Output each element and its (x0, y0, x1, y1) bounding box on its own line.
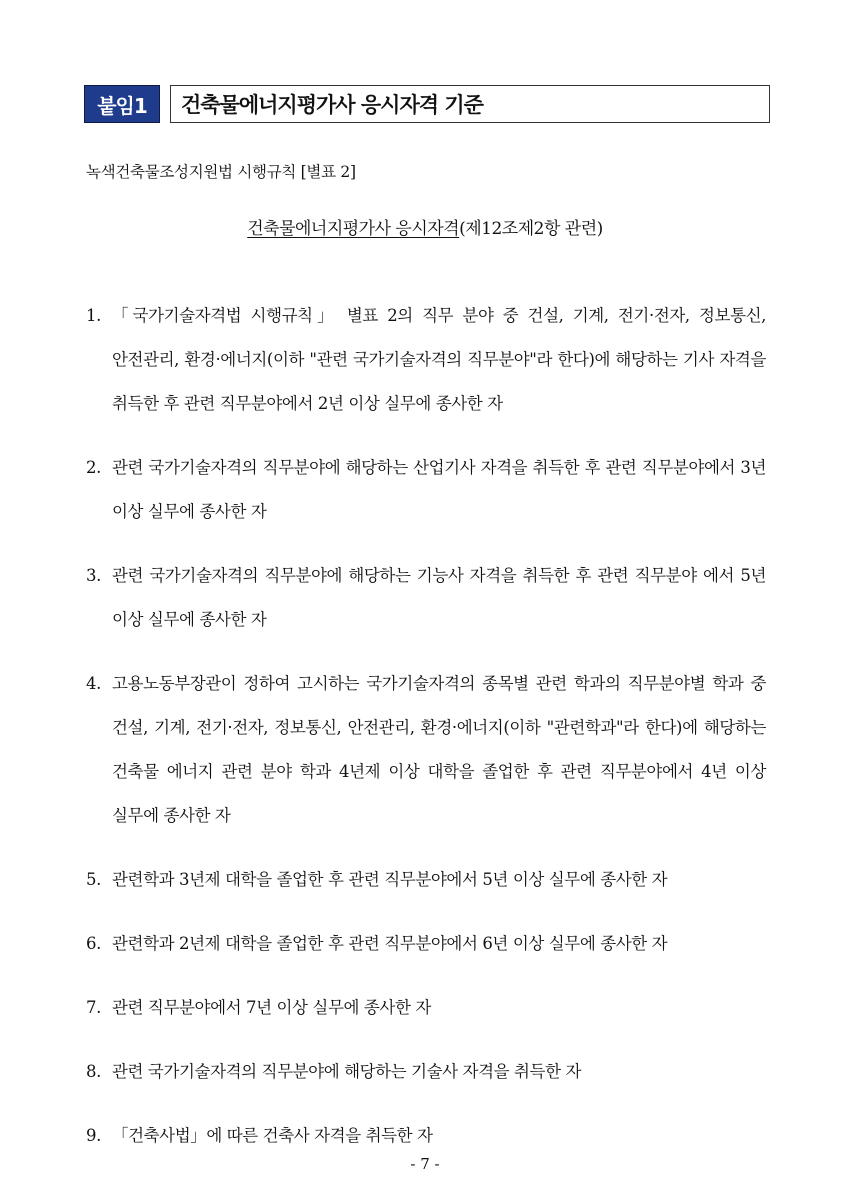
item-text: 관련학과 2년제 대학을 졸업한 후 관련 직무분야에서 6년 이상 실무에 종사한 자 (112, 934, 668, 953)
item-text: 「건축사법」에 따른 건축사 자격을 취득한 자 (112, 1126, 433, 1145)
item-text: 관련 국가기술자격의 직무분야에 해당하는 기술사 자격을 취득한 자 (112, 1062, 582, 1081)
qualification-list (86, 294, 766, 1178)
document-title-suffix: (제12조제2항 관련) (459, 219, 603, 239)
list-item (86, 922, 766, 966)
item-text: 고용노동부장관이 정하여 고시하는 국가기술자격의 종목별 관련 학과의 직무분야별 학과 중 건설, 기계, 전기·전자, 정보통신, 안전관리, 환경·에너지(이하 "관련학과"라 한다)에 해당하는 건축물 에너지 관련 분야 학과 4년제 이상 대학을 졸업한 후 관련 직무분야에서 4년 이상 실무에 종사한 자 (112, 674, 766, 825)
item-number: 2. (86, 458, 101, 477)
item-text: 관련 직무분야에서 7년 이상 실무에 종사한 자 (112, 998, 431, 1017)
list-item (86, 446, 766, 534)
attachment-tag: 붙임1 (84, 85, 160, 123)
list-item (86, 858, 766, 902)
item-number: 9. (86, 1126, 101, 1145)
item-number: 4. (86, 674, 101, 693)
item-number: 6. (86, 934, 101, 953)
document-header (84, 84, 770, 124)
item-text: 관련 국가기술자격의 직무분야에 해당하는 산업기사 자격을 취득한 후 관련 직무분야에서 3년 이상 실무에 종사한 자 (112, 458, 766, 521)
list-item (86, 1114, 766, 1158)
item-number: 8. (86, 1062, 101, 1081)
header-title: 건축물에너지평가사 응시자격 기준 (170, 85, 770, 123)
law-reference: 녹색건축물조성지원법 시행규칙 [별표 2] (86, 163, 356, 181)
item-text: 「국가기술자격법 시행규칙」 별표 2의 직무 분야 중 건설, 기계, 전기·전자, 정보통신, 안전관리, 환경·에너지(이하 "관련 국가기술자격의 직무분야"라 한다)에 해당하는 기사 자격을 취득한 후 관련 직무분야에서 2년 이상 실무에 종사한 자 (112, 306, 766, 413)
item-number: 7. (86, 998, 101, 1017)
list-item (86, 662, 766, 838)
page-number: - 7 - (410, 1155, 440, 1173)
list-item (86, 1050, 766, 1094)
list-item (86, 554, 766, 642)
list-item (86, 294, 766, 426)
item-number: 1. (86, 306, 101, 325)
item-text: 관련학과 3년제 대학을 졸업한 후 관련 직무분야에서 5년 이상 실무에 종사한 자 (112, 870, 668, 889)
item-number: 3. (86, 566, 101, 585)
document-title-main: 건축물에너지평가사 응시자격 (247, 219, 460, 239)
list-item (86, 986, 766, 1030)
item-text: 관련 국가기술자격의 직무분야에 해당하는 기능사 자격을 취득한 후 관련 직무분야 에서 5년 이상 실무에 종사한 자 (112, 566, 766, 629)
item-number: 5. (86, 870, 101, 889)
document-title (0, 214, 850, 239)
